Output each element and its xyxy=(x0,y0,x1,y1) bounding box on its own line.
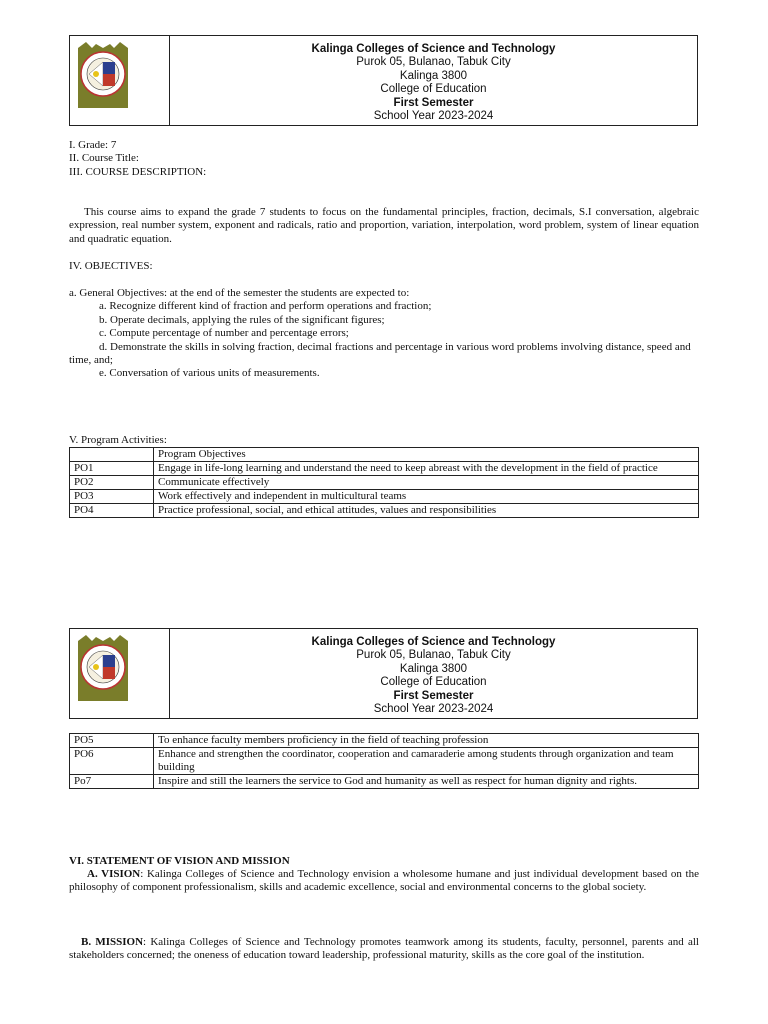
po-code: PO3 xyxy=(70,490,154,504)
table-row xyxy=(70,734,699,748)
school-address: Purok 05, Bulanao, Tabuk City xyxy=(356,56,511,69)
semester: First Semester xyxy=(393,689,474,702)
letterhead xyxy=(69,35,698,126)
table-row xyxy=(70,462,699,476)
objective-item: a. Recognize different kind of fraction and perform operations and fraction; xyxy=(99,300,432,313)
college-name: College of Education xyxy=(380,83,487,96)
objective-item: e. Conversation of various units of measurements. xyxy=(99,367,320,380)
school-logo xyxy=(78,635,128,701)
program-heading: V. Program Activities: xyxy=(69,434,167,446)
grade-line: I. Grade: 7 xyxy=(69,139,117,151)
po-code: PO4 xyxy=(70,504,154,518)
po-text: Enhance and strengthen the coordinator, cooperation and camaraderie among students through organization and team building xyxy=(154,748,699,775)
program-objectives-table-continued xyxy=(69,733,699,789)
table-row xyxy=(70,775,699,789)
mission-text: : Kalinga Colleges of Science and Technology promotes teamwork among its students, faculty, personnel, parents and all stakeholders concerned; the oneness of education toward leadership, professional maturity, skills as the core goal of the institution. xyxy=(69,936,699,962)
school-address: Purok 05, Bulanao, Tabuk City xyxy=(356,649,511,662)
mission-label: B. MISSION xyxy=(81,936,144,948)
letterhead-page-2 xyxy=(69,628,698,719)
logo-cell xyxy=(70,629,170,718)
po-code: PO1 xyxy=(70,462,154,476)
school-name: Kalinga Colleges of Science and Technology xyxy=(311,636,556,648)
course-info xyxy=(69,139,699,179)
mission-paragraph xyxy=(69,936,699,963)
po-code: PO6 xyxy=(70,748,154,775)
semester: First Semester xyxy=(393,96,474,109)
school-province: Kalinga 3800 xyxy=(399,69,468,82)
po-text: Engage in life-long learning and understand the need to keep abreast with the development in the field of practice xyxy=(154,462,699,476)
objective-item: d. Demonstrate the skills in solving fraction, decimal fractions and percentage in various word problems involving distance, speed and time, and; xyxy=(69,340,691,367)
po-text: To enhance faculty members proficiency in the field of teaching profession xyxy=(154,734,699,748)
school-year: School Year 2023-2024 xyxy=(373,703,494,716)
po-code: PO5 xyxy=(70,734,154,748)
letterhead-text xyxy=(170,36,697,125)
table-row xyxy=(70,476,699,490)
course-description: This course aims to expand the grade 7 students to focus on the fundamental principles, fraction, decimals, S.I conversation, algebraic expression, real number system, exponent and radicals, ratio and proportion, variation, interpolation, word problem, system of linear equation and quadratic equation. xyxy=(69,206,699,245)
po-text: Practice professional, social, and ethical attitudes, values and responsibilities xyxy=(154,504,699,518)
objectives-heading: IV. OBJECTIVES: xyxy=(69,260,153,272)
table-row xyxy=(70,490,699,504)
letterhead-text xyxy=(170,629,697,718)
vision-mission-heading: VI. STATEMENT OF VISION AND MISSION xyxy=(69,855,290,867)
objectives xyxy=(69,287,699,381)
school-year: School Year 2023-2024 xyxy=(373,110,494,123)
course-title-line: II. Course Title: xyxy=(69,152,139,165)
college-name: College of Education xyxy=(380,676,487,689)
vision-label: A. VISION xyxy=(87,868,141,880)
table-header: Program Objectives xyxy=(154,448,699,462)
school-name: Kalinga Colleges of Science and Technology xyxy=(311,43,556,55)
table-row xyxy=(70,504,699,518)
po-text: Communicate effectively xyxy=(154,476,699,490)
course-description-heading: III. COURSE DESCRIPTION: xyxy=(69,165,207,178)
objective-item: c. Compute percentage of number and percentage errors; xyxy=(99,327,349,340)
school-province: Kalinga 3800 xyxy=(399,662,468,675)
program-objectives-table xyxy=(69,447,699,518)
school-logo xyxy=(78,42,128,108)
vision-paragraph xyxy=(69,868,699,895)
table-row xyxy=(70,748,699,775)
objective-item: b. Operate decimals, applying the rules of the significant figures; xyxy=(99,313,385,326)
table-header-row xyxy=(70,448,699,462)
po-code: Po7 xyxy=(70,775,154,789)
po-code: PO2 xyxy=(70,476,154,490)
logo-cell xyxy=(70,36,170,125)
vision-text: : Kalinga Colleges of Science and Technology envision a wholesome humane and just individual development based on the philosophy of component professionalism, skills and academic excellence, social and environmental concerns to the global society. xyxy=(69,868,699,894)
po-text: Work effectively and independent in multicultural teams xyxy=(154,490,699,504)
po-text: Inspire and still the learners the service to God and humanity as well as respect for human dignity and rights. xyxy=(154,775,699,789)
general-objectives: a. General Objectives: at the end of the semester the students are expected to: xyxy=(69,287,410,299)
